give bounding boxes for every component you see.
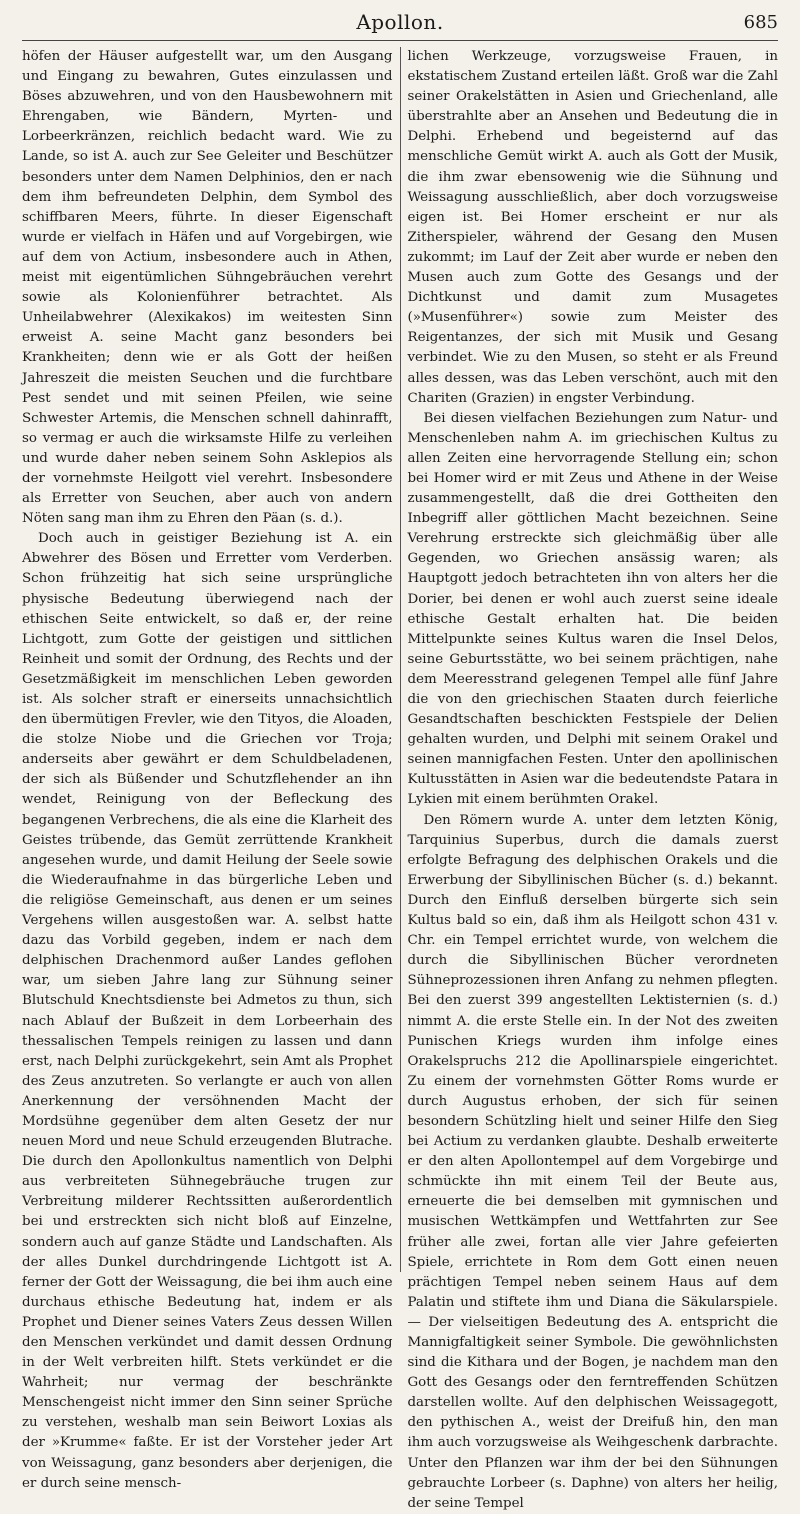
paragraph: lichen Werkzeuge, vorzugsweise Frauen, in ekstatischem Zustand erteilen läßt. Groß war die Zahl seiner Orakelstätten in Asien und Griechenland, alle überstrahlte aber an Ansehen und Bedeutung die in Delphi. Erhebend und begeisternd auf das menschliche Gemüt wirkt A. auch als Gott der Musik, die ihm zwar ebensowenig wie die Sühnung und Weissagung ausschließlich, aber doch vorzugsweise eigen ist. Bei Homer erscheint er nur als Zitherspieler, während der Gesang den Musen zukommt; im Lauf der Zeit aber wurde er neben den Musen auch zum Gotte des Gesangs und der Dichtkunst und damit zum Musagetes (»Musenführer«) sowie zum Meister des Reigentanzes, der sich mit Musik und Gesang verbindet. Wie zu den Musen, so steht er als Freund alles dessen, was das Leben verschönt, auch mit den Chariten (Grazien) in engster Verbindung. [407,49,778,406]
page-title: Apollon. [356,10,444,34]
page-number: 685 [743,12,778,33]
left-column [22,47,393,1491]
page-header [22,6,778,41]
paragraph: Den Römern wurde A. unter dem letzten König, Tarquinius Superbus, durch die damals zuerst erfolgte Befragung des delphischen Orakels und die Erwerbung der Sibyllinischen Bücher (s. d.) bekannt. Durch den Einfluß derselben bürgerte sich sein Kultus bald so ein, daß ihm als Heilgott schon 431 v. Chr. ein Tempel errichtet wurde, von welchem die durch die Sibyllinischen Bücher verordneten Sühneprozessionen ihren Anfang zu nehmen pflegten. Bei den zuerst 399 angestellten Lektisternien (s. d.) nimmt A. die erste Stelle ein. In der Not des zweiten Punischen Kriegs wurden ihm infolge eines Orakelspruchs 212 die Apollinarspiele eingerichtet. Zu einem der vornehmsten Götter Roms wurde er durch Augustus erhoben, der sich für seinen besondern Schützling hielt und seiner Hilfe den Sieg bei Actium zu verdanken glaubte. Deshalb erweiterte er den alten Apollontempel auf dem Vorgebirge und schmückte ihn mit einem Teil der Beute aus, erneuerte die bei demselben mit gymnischen und musischen Wettkämpfen und Wettfahrten zur See früher alle zwei, fortan alle vier Jahre gefeierten Spiele, errichtete in Rom dem Gott einen neuen prächtigen Tempel neben seinem Haus auf dem Palatin und stiftete ihm und Diana die Säkularspiele. — Der vielseitigen Bedeutung des A. entspricht die Mannigfaltigkeit seiner Symbole. Die gewöhnlichsten sind die Kithara und der Bogen, je nachdem man den Gott des Gesangs oder den ferntreffenden Schützen darstellen wollte. Auf den delphischen Weissagegott, den pythischen A., weist der Dreifuß hin, den man ihm auch vorzugsweise als Weihgeschenk darbrachte. Unter den Pflanzen war ihm der bei den Sühnungen gebrauchte Lorbeer (s. Daphne) von alters her heilig, der seine Tempel [407,812,778,1511]
column-divider [400,47,401,1272]
right-column [407,47,778,1511]
text-columns [22,47,778,1511]
paragraph: höfen der Häuser aufgestellt war, um den Ausgang und Eingang zu bewahren, Gutes einzulassen und Böses abzuwehren, und von den Hausbewohnern mit Ehrengaben, wie Bändern, Myrten- und Lorbeerkränzen, reichlich bedacht ward. Wie zu Lande, so ist A. auch zur See Geleiter und Beschützer besonders unter dem Namen Delphinios, den er nach dem ihm befreundeten Delphin, dem Symbol des schiffbaren Meers, führte. In dieser Eigenschaft wurde er vielfach in Häfen und auf Vorgebirgen, wie auf dem von Actium, insbesondere auch in Athen, meist mit eigentümlichen Sühngebräuchen verehrt sowie als Kolonienführer betrachtet. Als Unheilabwehrer (Alexikakos) im weitesten Sinn erweist A. seine Macht ganz besonders bei Krankheiten; denn wie er als Gott der heißen Jahreszeit die meisten Seuchen und die furchtbare Pest sendet und mit seinen Pfeilen, wie seine Schwester Artemis, die Menschen schnell dahinrafft, so vermag er auch die wirksamste Hilfe zu verleihen und wurde daher neben seinem Sohn Asklepios als der vornehmste Heilgott viel verehrt. Insbesondere als Erretter von Seuchen, aber auch von andern Nöten sang man ihm zu Ehren den Päan (s. d.). [22,49,393,527]
paragraph: Doch auch in geistiger Beziehung ist A. ein Abwehrer des Bösen und Erretter vom Verderben. Schon frühzeitig hat sich seine ursprüngliche physische Bedeutung überwiegend nach der ethischen Seite entwickelt, so daß er, der reine Lichtgott, zum Gotte der geistigen und sittlichen Reinheit und somit der Ordnung, des Rechts und der Gesetzmäßigkeit im menschlichen Leben geworden ist. Als solcher straft er einerseits unnachsichtlich den übermütigen Frevler, wie den Tityos, die Aloaden, die stolze Niobe und die Griechen vor Troja; anderseits aber gewährt er dem Schuldbeladenen, der sich als Büßender und Schutzflehender an ihn wendet, Reinigung von der Befleckung des begangenen Verbrechens, die als eine die Klarheit des Geistes trübende, das Gemüt zerrüttende Krankheit angesehen wurde, und damit Heilung der Seele sowie die Wiederaufnahme in das bürgerliche Leben und die religiöse Gemeinschaft, aus denen er um seines Vergehens willen ausgestoßen war. A. selbst hatte dazu das Vorbild gegeben, indem er nach dem delphischen Drachenmord außer Landes geflohen war, um sieben Jahre lang zur Sühnung seiner Blutschuld Knechtsdienste bei Admetos zu thun, sich nach Ablauf der Bußzeit in dem Lorbeerhain des thessalischen Tempels reinigen zu lassen und dann erst, nach Delphi zurückgekehrt, sein Amt als Prophet des Zeus anzutreten. So verlangte er auch von allen Anerkennung der versöhnenden Macht der Mordsühne gegenüber dem alten Gesetz der nur neuen Mord und neue Schuld erzeugenden Blutrache. Die durch den Apollonkultus namentlich von Delphi aus verbreiteten Sühnegebräuche trugen zur Verbreitung milderer Rechtssitten außerordentlich bei und erstreckten sich nicht bloß auf Einzelne, sondern auch auf ganze Städte und Landschaften. Als der alles Dunkel durchdringende Lichtgott ist A. ferner der Gott der Weissagung, die bei ihm auch eine durchaus ethische Bedeutung hat, indem er als Prophet und Diener seines Vaters Zeus dessen Willen den Menschen verkündet und damit dessen Ordnung in der Welt verbreiten hilft. Stets verkündet er die Wahrheit; nur vermag der beschränkte Menschengeist nicht immer den Sinn seiner Sprüche zu verstehen, weshalb man sein Beiwort Loxias als der »Krumme« faßte. Er ist der Vorsteher jeder Art von Weissagung, ganz besonders aber derjenigen, die er durch seine mensch- [22,531,393,1491]
paragraph: Bei diesen vielfachen Beziehungen zum Natur- und Menschenleben nahm A. im griechischen Kultus zu allen Zeiten eine hervorragende Stellung ein; schon bei Homer wird er mit Zeus und Athene in der Weise zusammengestellt, daß die drei Gottheiten den Inbegriff aller göttlichen Macht bezeichnen. Seine Verehrung erstreckte sich gleichmäßig über alle Gegenden, wo Griechen ansässig waren; als Hauptgott jedoch betrachteten ihn von alters her die Dorier, bei denen er wohl auch zuerst seine ideale ethische Gestalt erhalten hat. Die beiden Mittelpunkte seines Kultus waren die Insel Delos, seine Geburtsstätte, wo bei seinem prächtigen, nahe dem Meeresstrand gelegenen Tempel alle fünf Jahre die von den griechischen Staaten durch feierliche Gesandtschaften beschickten Festspiele der Delien gehalten wurden, und Delphi mit seinem Orakel und seinen mannigfachen Festen. Unter den apollinischen Kultusstätten in Asien war die bedeutendste Patara in Lykien mit einem berühmten Orakel. [407,410,778,808]
